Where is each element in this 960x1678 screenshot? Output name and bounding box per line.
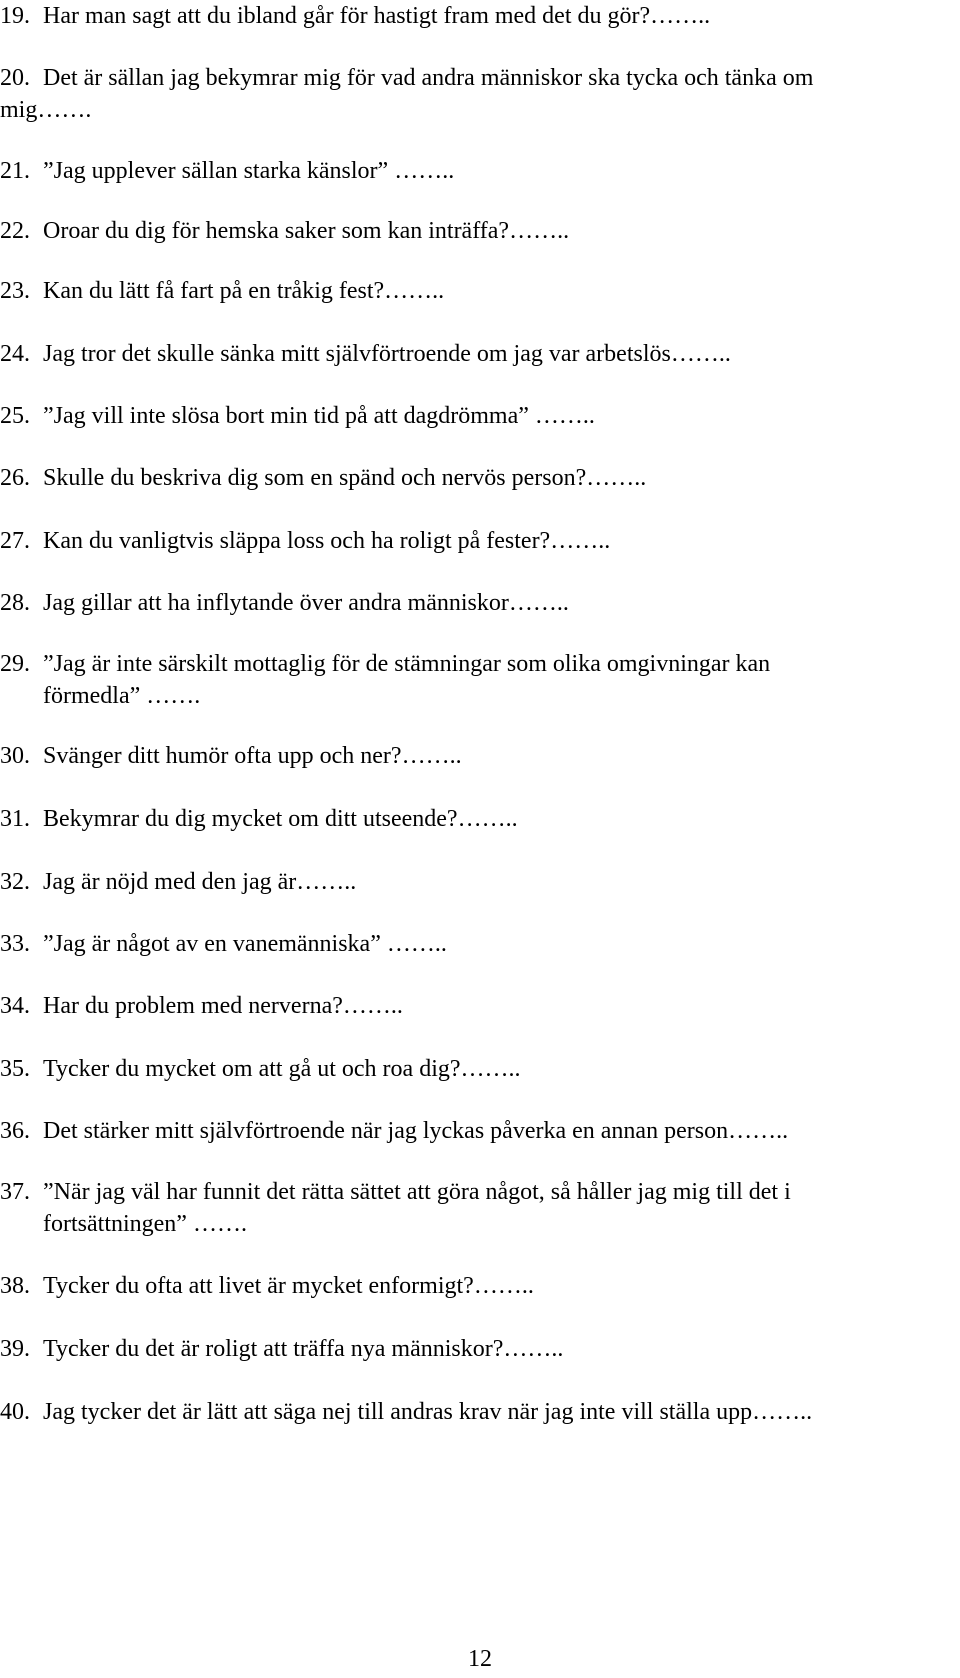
question-number: 31.: [0, 806, 30, 832]
question-text: ”Jag upplever sällan starka känslor” ……..: [43, 158, 455, 184]
question-text: Kan du lätt få fart på en tråkig fest?……..: [43, 278, 445, 304]
question-text: Svänger ditt humör ofta upp och ner?……..: [43, 743, 462, 769]
question-number: 24.: [0, 341, 30, 367]
question-number: 23.: [0, 278, 30, 304]
question-number: 22.: [0, 218, 30, 244]
question-text: Har du problem med nerverna?……..: [43, 993, 403, 1019]
question-number: 29.: [0, 651, 30, 677]
question-text: Tycker du mycket om att gå ut och roa dig?……..: [43, 1056, 521, 1082]
question-number: 20.: [0, 65, 30, 91]
question-number: 33.: [0, 931, 30, 957]
question-text: Kan du vanligtvis släppa loss och ha roligt på fester?……..: [43, 528, 611, 554]
question-text: ”Jag vill inte slösa bort min tid på att dagdrömma” ……..: [43, 403, 595, 429]
question-number: 39.: [0, 1336, 30, 1362]
question-text: Oroar du dig för hemska saker som kan inträffa?……..: [43, 218, 570, 244]
question-number: 25.: [0, 403, 30, 429]
question-number: 40.: [0, 1399, 30, 1425]
question-number: 28.: [0, 590, 30, 616]
question-number: 30.: [0, 743, 30, 769]
question-text: ”När jag väl har funnit det rätta sättet att göra något, så håller jag mig till det i: [43, 1179, 791, 1205]
question-number: 21.: [0, 158, 30, 184]
question-text-continued: mig…….: [0, 97, 92, 123]
question-text: Det är sällan jag bekymrar mig för vad andra människor ska tycka och tänka om: [43, 65, 814, 91]
question-number: 19.: [0, 3, 30, 29]
question-text: Har man sagt att du ibland går för hastigt fram med det du gör?……..: [43, 3, 711, 29]
question-number: 32.: [0, 869, 30, 895]
question-text: Det stärker mitt självförtroende när jag lyckas påverka en annan person……..: [43, 1118, 789, 1144]
question-number: 27.: [0, 528, 30, 554]
question-text: Jag är nöjd med den jag är……..: [43, 869, 357, 895]
question-number: 37.: [0, 1179, 30, 1205]
question-number: 38.: [0, 1273, 30, 1299]
question-text: Bekymrar du dig mycket om ditt utseende?……..: [43, 806, 518, 832]
question-number: 34.: [0, 993, 30, 1019]
question-text-continued: förmedla” …….: [43, 683, 201, 709]
question-text-continued: fortsättningen” …….: [43, 1211, 247, 1237]
question-text: Jag gillar att ha inflytande över andra människor……..: [43, 590, 569, 616]
question-text: Tycker du det är roligt att träffa nya människor?……..: [43, 1336, 564, 1362]
question-text: Jag tycker det är lätt att säga nej till andras krav när jag inte vill ställa upp……..: [43, 1399, 813, 1425]
question-text: ”Jag är inte särskilt mottaglig för de stämningar som olika omgivningar kan: [43, 651, 771, 677]
question-number: 35.: [0, 1056, 30, 1082]
page-number: 12: [468, 1646, 492, 1672]
question-text: ”Jag är något av en vanemänniska” ……..: [43, 931, 447, 957]
question-number: 36.: [0, 1118, 30, 1144]
question-number: 26.: [0, 465, 30, 491]
question-text: Tycker du ofta att livet är mycket enformigt?……..: [43, 1273, 534, 1299]
question-text: Jag tror det skulle sänka mitt självförtroende om jag var arbetslös……..: [43, 341, 731, 367]
question-text: Skulle du beskriva dig som en spänd och nervös person?……..: [43, 465, 647, 491]
